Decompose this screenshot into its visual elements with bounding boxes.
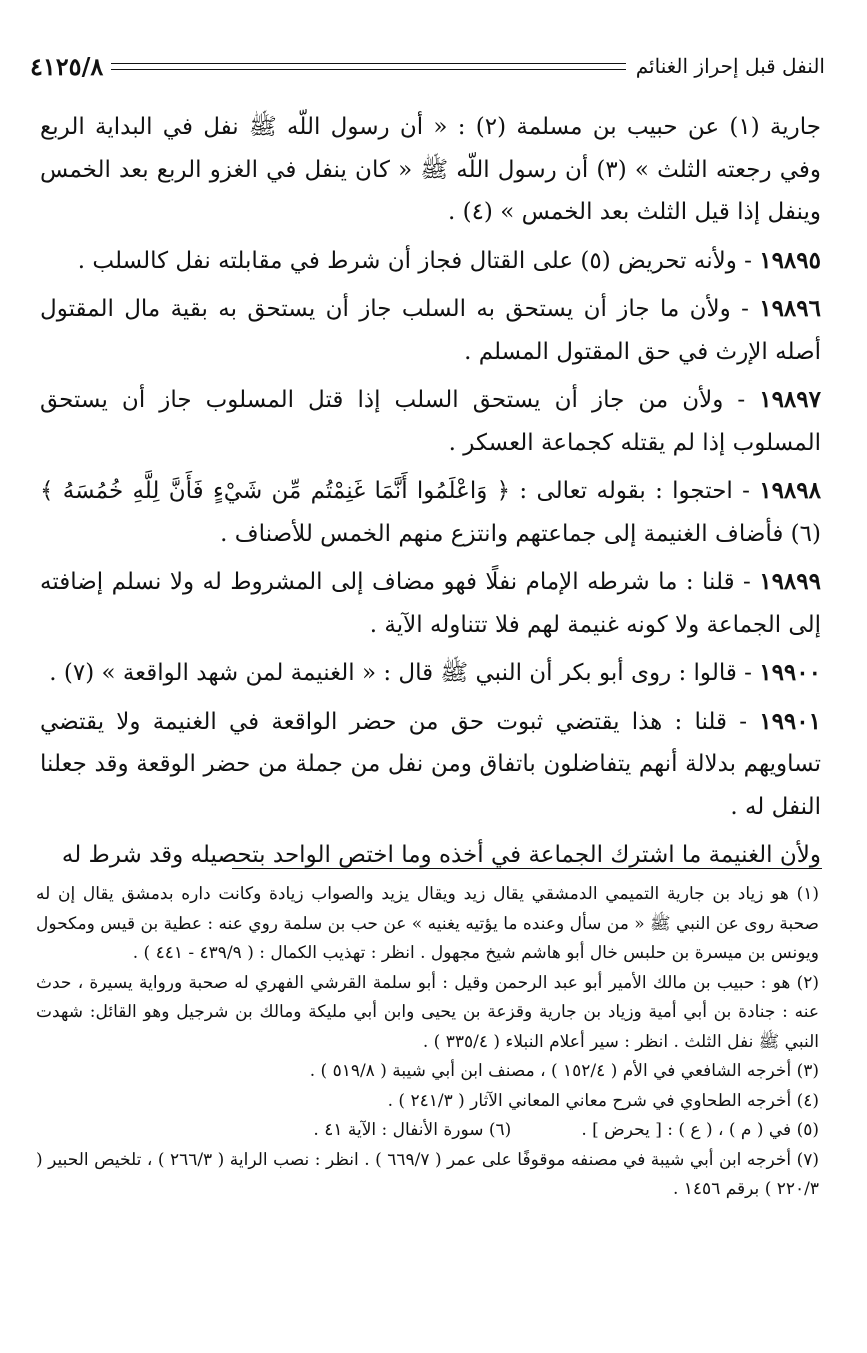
footnote-row-5-6 [36,1116,819,1146]
paragraph-text: - احتجوا : بقوله تعالى : ﴿ وَاعْلَمُوا أَنَّمَا غَنِمْتُم مِّن شَيْءٍ فَأَنَّ لِلَّهِ خُمُسَهُ ﴾ (٦) فأضاف الغنيمة إلى جماعتهم وانتزع منهم الخمس للأصناف . [40,478,821,547]
paragraph-text: - قلنا : ما شرطه الإمام نفلًا فهو مضاف إلى المشروط له ولا نسلم إضافته إلى الجماعة ولا كونه غنيمة لهم فلا تتناوله الآية . [40,569,821,638]
paragraph-text: - ولأن من جاز أن يستحق السلب إذا قتل المسلوب جاز أن يستحق المسلوب إذا لم يقتله كجماعة العسكر . [40,387,821,456]
paragraph-19900 [40,652,821,695]
paragraph-number: ١٩٨٩٧ [759,386,821,413]
footnotes [36,880,819,1205]
paragraph-text: - قالوا : روى أبو بكر أن النبي ﷺ قال : « الغنيمة لمن شهد الواقعة » (٧) . [49,660,760,686]
paragraph-text: - قلنا : هذا يقتضي ثبوت حق من حضر الواقعة في الغنيمة ولا يقتضي تساويهم بدلالة أنهم يتفاضلون باتفاق ومن نفل من جملة من حضر الوقعة وقد جعلنا النفل له . [40,708,821,820]
footnote-7: (٧) أخرجه ابن أبي شيبة في مصنفه موقوفًا على عمر ( ٦٦٩/٧ ) . انظر : نصب الراية ( ٢٦٦/٣ ) ، تلخيص الحبير ( ٢٢٠/٣ ) برقم ١٤٥٦ . [36,1149,819,1199]
paragraph-text: - ولأنه تحريض (٥) على القتال فجاز أن شرط في مقابلته نفل كالسلب . [77,247,760,274]
paragraph-number: ١٩٨٩٩ [759,568,821,595]
main-text [40,106,821,883]
page-header [30,46,825,86]
paragraph-19897 [40,379,821,464]
footnote-6: (٦) سورة الأنفال : الآية ٤١ . [313,1120,512,1140]
footnote-3: (٣) أخرجه الشافعي في الأم ( ١٥٢/٤ ) ، مصنف ابن أبي شيبة ( ٥١٩/٨ ) . [309,1061,819,1081]
paragraph-number: ١٩٩٠١ [759,707,821,735]
paragraph-number: ١٩٨٩٨ [759,477,821,504]
paragraph-number: ١٩٨٩٥ [759,246,821,274]
page-number: ٤١٢٥/٨ [30,51,104,81]
footnote-2: (٢) هو : حبيب بن مالك الأمير أبو عبد الرحمن وقيل : أبو سلمة القرشي الفهري له صحبة ورواية يسيرة ، حدث عنه : جنادة بن أبي أمية وزياد بن جارية وقزعة بن يحيى وابن أبي مليكة ومالك بن شرجيل وهو القائل: شهدت النبي ﷺ نفل الثلث . انظر : سير أعلام النبلاء ( ٣٣٥/٤ ) . [36,972,819,1052]
paragraph-last: ولأن الغنيمة ما اشترك الجماعة في أخذه وما اختص الواحد بتحصيله وقد شرط له [61,842,821,868]
paragraph-number: ١٩٨٩٦ [759,295,821,322]
running-title: النفل قبل إحراز الغنائم [635,54,825,78]
footnote-4: (٤) أخرجه الطحاوي في شرح معاني المعاني الآثار ( ٢٤١/٣ ) . [387,1090,819,1111]
header-rule [111,63,626,70]
paragraph-19901 [40,701,821,829]
footnote-1: (١) هو زياد بن جارية التميمي الدمشقي يقال زيد ويقال يزيد والصواب زيادة وكانت داره بدمشق يقال إن له صحبة روى عن النبي ﷺ « من سأل وعنده ما يؤتيه يغنيه » عن حب بن سلمة روي عنه : عطية بن قيس ومكحول ويونس بن ميسرة بن حلبس خال أبو هاشم شيخ مجهول . انظر : تهذيب الكمال : ( ٤٣٩/٩ - ٤٤١ ) . [36,884,819,963]
footnote-5: (٥) في ( م ) ، ( ع ) : [ يحرض ] . [581,1120,819,1140]
paragraph-19898 [40,470,821,555]
paragraph-19899 [40,561,821,646]
paragraph-19896 [40,288,821,373]
paragraph-19895 [40,240,821,283]
footnote-separator [232,868,822,869]
paragraph-text: - ولأن ما جاز أن يستحق به السلب جاز أن يستحق به بقية مال المقتول أصله الإرث في حق المقتول المسلم . [40,296,821,365]
paragraph-number: ١٩٩٠٠ [759,659,821,686]
paragraph-intro: جارية (١) عن حبيب بن مسلمة (٢) : « أن رسول اللّه ﷺ نفل في البداية الربع وفي رجعته الثلث » (٣) أن رسول اللّه ﷺ « كان ينفل في الغزو الربع بعد الخمس وينفل إذا قيل الثلث بعد الخمس » (٤) . [40,114,821,225]
